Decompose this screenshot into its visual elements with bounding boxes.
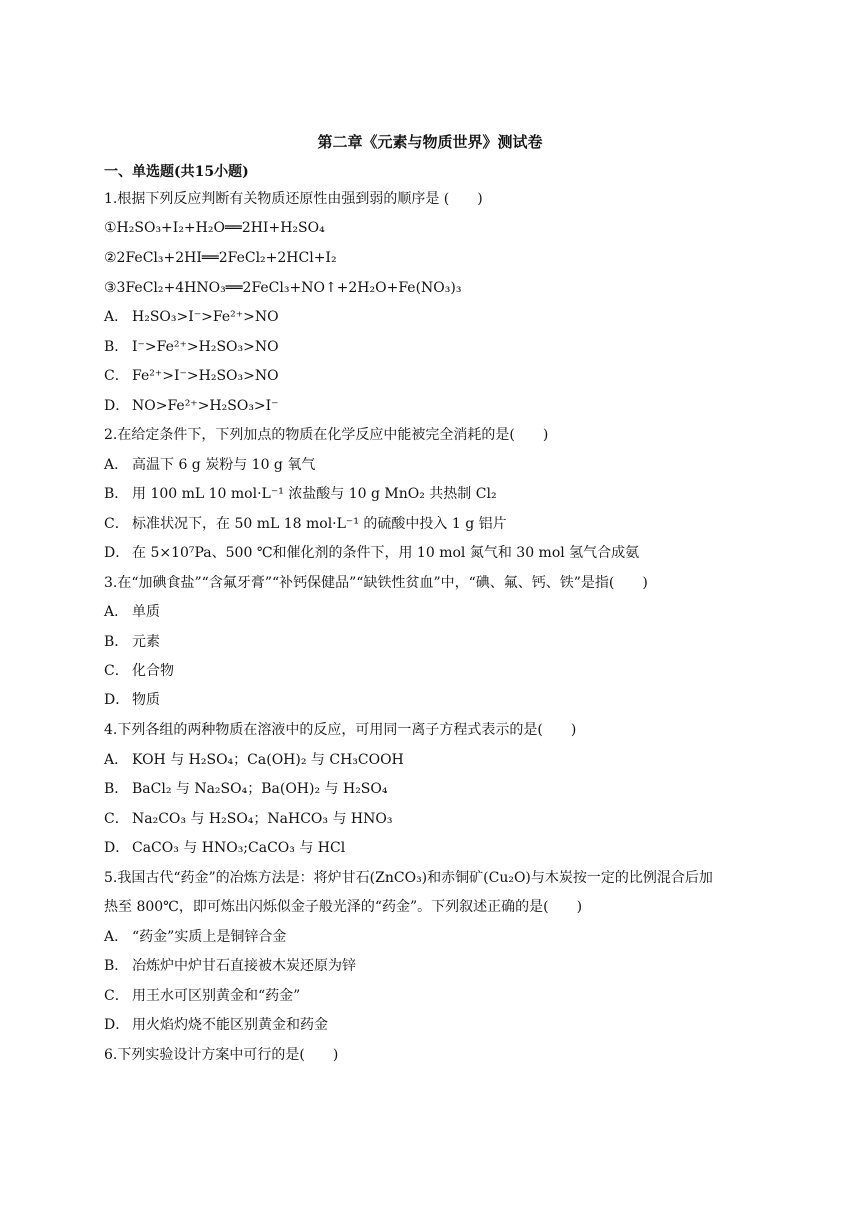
option-key: D．	[104, 840, 130, 856]
option-key: D．	[104, 398, 130, 414]
option-text: BaCl₂ 与 Na₂SO₄；Ba(OH)₂ 与 H₂SO₄	[132, 781, 388, 797]
q5-stem-line-1: 5.我国古代“药金”的冶炼方法是：将炉甘石(ZnCO₃)和赤铜矿(Cu₂O)与木炭按一定的比例混合后加	[104, 870, 713, 886]
option-text: 用王水可区别黄金和“药金”	[132, 988, 301, 1004]
option-text: H₂SO₃>I⁻>Fe²⁺>NO	[132, 309, 279, 325]
q5-option-b	[104, 956, 356, 976]
q2-option-b	[104, 484, 497, 504]
page-title: 第二章《元素与物质世界》测试卷	[317, 133, 543, 151]
option-text: I⁻>Fe²⁺>H₂SO₃>NO	[132, 339, 279, 355]
q5-option-c	[104, 986, 300, 1006]
option-key: A．	[104, 309, 129, 325]
option-key: A．	[104, 752, 129, 768]
option-key: D．	[104, 545, 130, 561]
q3-option-c	[104, 661, 174, 681]
q5-option-d	[104, 1015, 328, 1035]
option-key: B．	[104, 958, 129, 974]
option-text: 用 100 mL 10 mol·L⁻¹ 浓盐酸与 10 g MnO₂ 共热制 Cl₂	[132, 486, 497, 502]
option-key: B．	[104, 339, 129, 355]
option-text: CaCO₃ 与 HNO₃;CaCO₃ 与 HCl	[132, 840, 346, 856]
option-text: 高温下 6 g 炭粉与 10 g 氧气	[132, 457, 316, 473]
q2-option-a	[104, 455, 315, 475]
q1-reaction-3: ③3FeCl₂+4HNO₃══2FeCl₃+NO↑+2H₂O+Fe(NO₃)₃	[104, 280, 462, 296]
option-text: 化合物	[132, 663, 174, 679]
option-key: B．	[104, 634, 129, 650]
option-text: 元素	[132, 634, 160, 650]
q1-stem: 1.根据下列反应判断有关物质还原性由强到弱的顺序是 ( )	[104, 191, 483, 207]
option-key: D．	[104, 692, 130, 708]
q2-option-d	[104, 543, 639, 563]
q2-option-c	[104, 514, 507, 534]
option-key: C．	[104, 368, 129, 384]
option-text: 单质	[132, 604, 160, 620]
q6-stem: 6.下列实验设计方案中可行的是( )	[104, 1047, 339, 1063]
q5-stem-line-2: 热至 800℃，即可炼出闪烁似金子般光泽的“药金”。下列叙述正确的是( )	[104, 899, 583, 915]
option-text: Fe²⁺>I⁻>H₂SO₃>NO	[132, 368, 279, 384]
q3-option-a	[104, 602, 160, 622]
option-text: 标准状况下，在 50 mL 18 mol·L⁻¹ 的硫酸中投入 1 g 铝片	[132, 516, 507, 532]
q1-reaction-1: ①H₂SO₃+I₂+H₂O══2HI+H₂SO₄	[104, 220, 325, 236]
option-text: Na₂CO₃ 与 H₂SO₄；NaHCO₃ 与 HNO₃	[132, 811, 393, 827]
q1-option-d	[104, 396, 279, 416]
option-text: KOH 与 H₂SO₄；Ca(OH)₂ 与 CH₃COOH	[132, 752, 404, 768]
q3-stem: 3.在“加碘食盐”“含氟牙膏”“补钙保健品”“缺铁性贫血”中，“碘、氟、钙、铁”是指( )	[104, 575, 648, 591]
q1-option-a	[104, 307, 279, 327]
q5-option-a	[104, 927, 286, 947]
q1-reaction-2: ②2FeCl₃+2HI══2FeCl₂+2HCl+I₂	[104, 250, 337, 266]
q2-stem: 2.在给定条件下，下列加点的物质在化学反应中能被完全消耗的是( )	[104, 427, 549, 443]
q3-option-b	[104, 632, 160, 652]
q1-option-c	[104, 366, 279, 386]
option-text: 物质	[132, 692, 160, 708]
q1-option-b	[104, 337, 279, 357]
option-key: B．	[104, 486, 129, 502]
option-key: A．	[104, 457, 129, 473]
option-key: C．	[104, 811, 129, 827]
q3-option-d	[104, 690, 160, 710]
option-text: 在 5×10⁷Pa、500 ℃和催化剂的条件下，用 10 mol 氮气和 30 mol 氢气合成氨	[132, 545, 640, 561]
q4-option-c	[104, 809, 392, 829]
q4-stem: 4.下列各组的两种物质在溶液中的反应，可用同一离子方程式表示的是( )	[104, 722, 577, 738]
section-heading: 一、单选题(共15小题)	[104, 164, 249, 180]
option-key: C．	[104, 988, 129, 1004]
option-key: C．	[104, 516, 129, 532]
option-text: 用火焰灼烧不能区别黄金和药金	[132, 1017, 328, 1033]
option-key: D．	[104, 1017, 130, 1033]
option-text: 冶炼炉中炉甘石直接被木炭还原为锌	[132, 958, 356, 974]
option-key: B．	[104, 781, 129, 797]
option-key: A．	[104, 604, 129, 620]
option-key: C．	[104, 663, 129, 679]
q4-option-a	[104, 750, 404, 770]
option-text: “药金”实质上是铜锌合金	[132, 929, 287, 945]
option-text: NO>Fe²⁺>H₂SO₃>I⁻	[132, 398, 279, 414]
q4-option-b	[104, 779, 388, 799]
q4-option-d	[104, 838, 345, 858]
option-key: A．	[104, 929, 129, 945]
